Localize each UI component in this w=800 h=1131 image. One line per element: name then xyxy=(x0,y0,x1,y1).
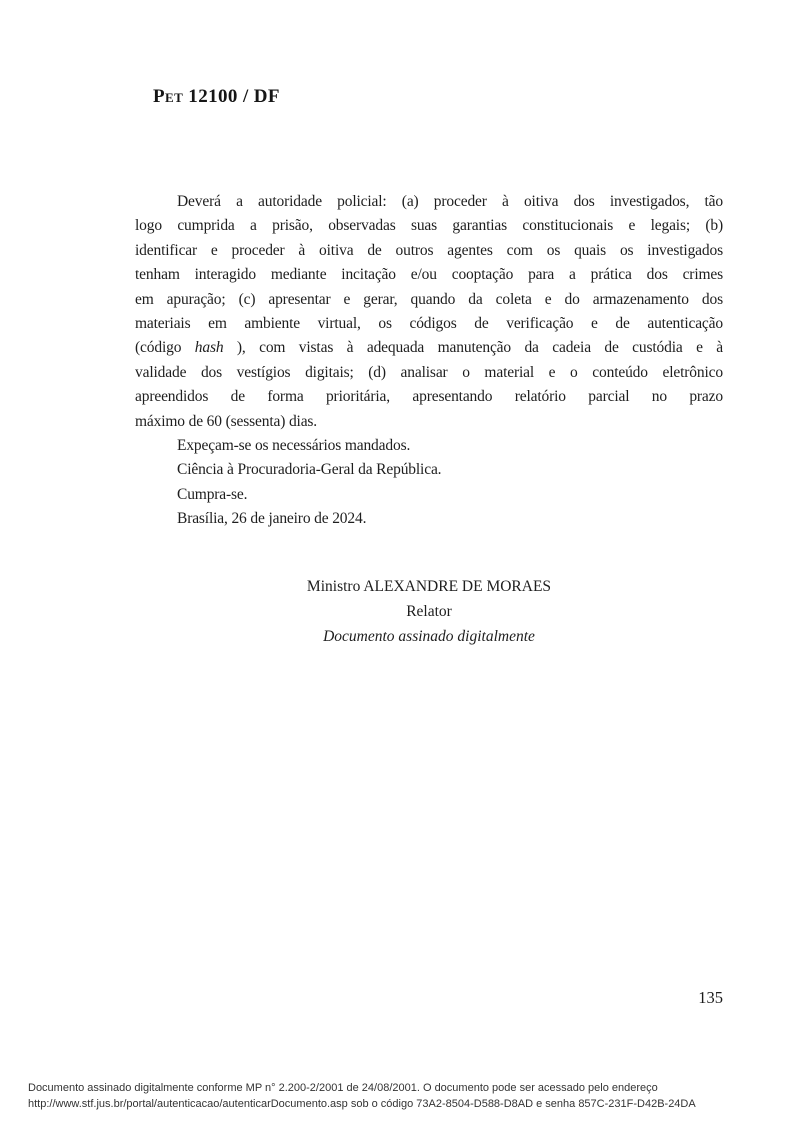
text-segment: Ciência à Procuradoria-Geral da República. xyxy=(177,461,442,479)
body-text xyxy=(135,190,723,531)
page-number: 135 xyxy=(698,988,723,1007)
text-segment: validade dos vestígios digitais; (d) analisar o material e o conteúdo eletrônico xyxy=(135,363,723,381)
text-segment: tenham interagido mediante incitação e/ou cooptação para a prática dos crimes xyxy=(135,266,723,284)
text-segment: Brasília, 26 de janeiro de 2024. xyxy=(177,510,367,528)
text-segment: Expeçam-se os necessários mandados. xyxy=(177,436,411,454)
case-type: Pet xyxy=(153,86,184,107)
text-segment: em apuração; (c) apresentar e gerar, quando da coleta e do armazenamento dos xyxy=(135,290,723,308)
case-header xyxy=(153,86,280,108)
case-number: 12100 / DF xyxy=(183,86,280,107)
text-line xyxy=(135,434,723,458)
signature-note: Documento assinado digitalmente xyxy=(323,628,535,645)
text-line xyxy=(135,361,723,385)
footer-line-1: Documento assinado digitalmente conforme MP n° 2.200-2/2001 de 24/08/2001. O documento pode ser acessado pelo endereço xyxy=(28,1082,658,1094)
text-line xyxy=(135,336,723,360)
text-segment: apreendidos de forma prioritária, apresentando relatório parcial no prazo xyxy=(135,388,723,406)
text-line xyxy=(135,288,723,312)
text-segment: materiais em ambiente virtual, os códigos de verificação e de autenticação xyxy=(135,314,723,332)
text-line xyxy=(135,385,723,409)
text-line xyxy=(135,312,723,336)
text-segment: (código xyxy=(135,339,195,357)
text-line xyxy=(135,410,723,434)
text-segment: identificar e proceder à oitiva de outros agentes com os quais os investigados xyxy=(135,241,723,259)
text-line xyxy=(135,190,723,214)
signature-name: Ministro ALEXANDRE DE MORAES xyxy=(306,578,552,595)
text-segment: ), com vistas à adequada manutenção da cadeia de custódia e à xyxy=(223,339,723,357)
authentication-footer xyxy=(28,1081,768,1112)
text-line xyxy=(135,483,723,507)
text-line xyxy=(135,458,723,482)
text-segment: logo cumprida a prisão, observadas suas garantias constitucionais e legais; (b) xyxy=(135,217,723,235)
text-segment: máximo de 60 (sessenta) dias. xyxy=(135,412,318,430)
text-segment: hash xyxy=(194,339,224,357)
footer-line-2: http://www.stf.jus.br/portal/autenticacao/autenticarDocumento.asp sob o código 73A2-8504-D588-D8AD e senha 857C-231F-D42B-24DA xyxy=(28,1097,696,1110)
text-line xyxy=(135,507,723,531)
text-line xyxy=(135,214,723,238)
text-line xyxy=(135,263,723,287)
signature-role: Relator xyxy=(406,603,452,620)
text-line xyxy=(135,239,723,263)
text-segment: Cumpra-se. xyxy=(177,485,248,503)
text-segment: Deverá a autoridade policial: (a) proceder à oitiva dos investigados, tão xyxy=(177,193,723,210)
signature-block xyxy=(135,574,723,649)
